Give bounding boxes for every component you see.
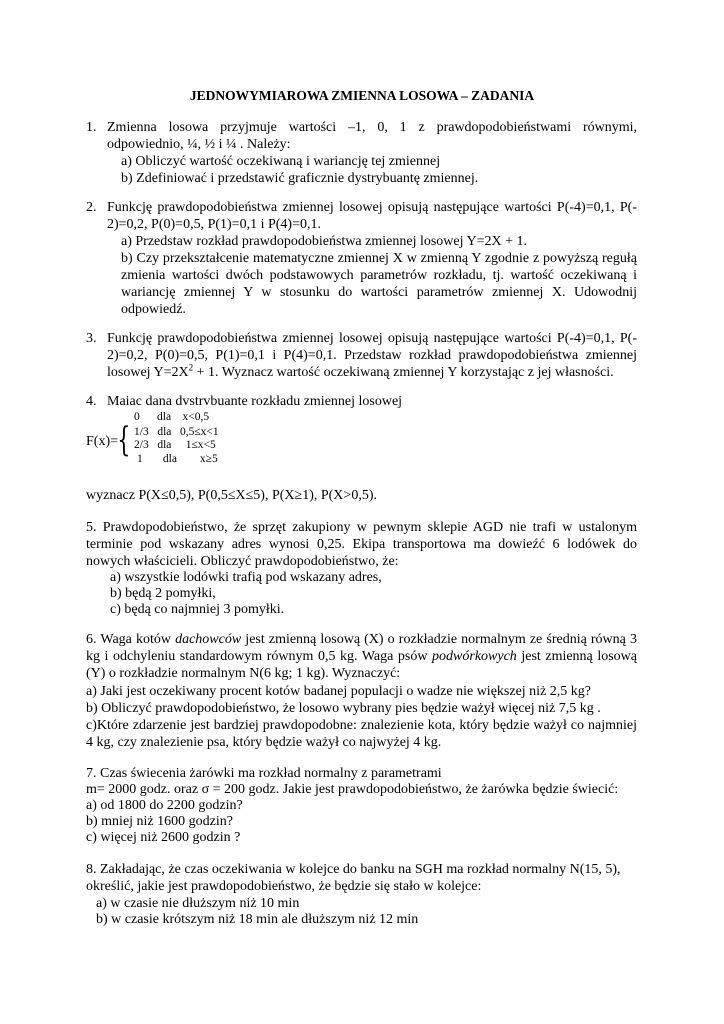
task4-line1: Maiac dana dvstrvbuante rozkładu zmiennej losowej (107, 394, 403, 409)
task1-line2: odpowiednio, ¼, ½ i ¼ . Należy: (107, 137, 291, 152)
cdf-row-4: 1 dla x≥5 (137, 453, 218, 465)
task3-line3 (107, 364, 614, 381)
task6-line3: (Y) o rozkładzie normalnym N(6 kg; 1 kg). Wyznaczyć: (86, 666, 401, 681)
task5-item-b: b) będą 2 pomyłki, (110, 586, 216, 601)
task6-item-a: a) Jaki jest oczekiwany procent kotów badanej populacji o wadze nie większej niż 2,5 kg? (86, 684, 591, 699)
task8-item-b: b) w czasie krótszym niż 18 min ale dłuższym niż 12 min (96, 912, 419, 927)
task2-item-b-line4: odpowiedź. (121, 302, 186, 317)
task1-item-a: a) Obliczyć wartość oczekiwaną i wariancję tej zmiennej (121, 154, 441, 169)
task2-number: 2. (86, 200, 97, 215)
task7-item-b: b) mniej niż 1600 godzin? (86, 814, 233, 829)
task2-item-a: a) Przedstaw rozkład prawdopodobieństwa zmiennej losowej Y=2X + 1. (121, 234, 527, 249)
task3-line2: 2)=0,2, P(0)=0,5, P(1)=0,1 i P(4)=0,1. Przedstaw rozkład prawdopodobieństwa zmiennej (107, 348, 637, 363)
task5-line1: 5. Prawdopodobieństwo, że sprzęt zakupiony w pewnym sklepie AGD nie trafi w ustalonym (86, 520, 637, 535)
task6-item-c-line1: c)Które zdarzenie jest bardziej prawdopodobne: znalezienie kota, który będzie ważył co najmniej (86, 718, 637, 733)
task6-item-b: b) Obliczyć prawdopodobieństwo, że losowo wybrany pies będzie ważył więcej niż 7,5 kg . (86, 701, 601, 716)
task6-line1 (86, 631, 637, 648)
task4-question: wyznacz P(X≤0,5), P(0,5≤X≤5), P(X≥1), P(X>0,5). (86, 488, 377, 503)
task6-line2-start: kg i odchyleniu standardowym równym 0,5 kg. Waga psów (86, 649, 433, 664)
task5-item-a: a) wszystkie lodówki trafią pod wskazany adres, (110, 570, 382, 585)
task2-line1: Funkcję prawdopodobieństwa zmiennej losowej opisują następujące wartości P(-4)=0,1, P(- (107, 200, 637, 215)
task3-line3-end: + 1. Wyznacz wartość oczekiwaną zmiennej Y korzystając z jej własności. (193, 365, 614, 380)
task2-line2: 2)=0,2, P(0)=0,5, P(1)=0,1 i P(4)=0,1. (107, 217, 321, 232)
task6-line1-start: 6. Waga kotów (86, 632, 176, 647)
task2-item-b-line3: wariancję zmiennej Y w stosunku do wartości parametrów zmiennej X. Udowodnij (121, 285, 637, 300)
task5-line2: terminie pod wskazany adres wynosi 0,25. Ekipa transportowa ma dowieźć 6 lodówek do (86, 537, 637, 552)
cdf-row-2: 1/3 dla 0,5≤x<1 (134, 426, 219, 438)
cdf-row-1: 0 dla x<0,5 (134, 411, 210, 423)
task6-line2 (86, 648, 637, 665)
task7-line1: 7. Czas świecenia żarówki ma rozkład normalny z parametrami (86, 766, 442, 781)
task5-line3: nowych właścicieli. Obliczyć prawdopodobieństwo, że: (86, 554, 399, 569)
task6-item-c-line2: 4 kg, czy znalezienie psa, który będzie ważył co najwyżej 4 kg. (86, 735, 442, 750)
task2-item-b-line2: zmienia wartości dwóch podstawowych parametrów rozkładu, tj. wartość oczekiwaną i (121, 268, 637, 283)
task2-item-b-line1: b) Czy przekształcenie matematyczne zmiennej X w zmienną Y zgodnie z powyższą regułą (121, 251, 637, 266)
task7-item-a: a) od 1800 do 2200 godzin? (86, 798, 243, 813)
task4-number: 4. (86, 394, 97, 409)
task3-number: 3. (86, 331, 97, 346)
task8-item-a: a) w czasie nie dłuższym niż 10 min (96, 896, 300, 911)
task1-line1: Zmienna losowa przyjmuje wartości –1, 0, 1 z prawdopodobieństwami równymi, (107, 120, 637, 135)
task6-line1-italic: dachowców (175, 632, 242, 647)
document-title: JEDNOWYMIAROWA ZMIENNA LOSOWA – ZADANIA (189, 88, 535, 103)
cdf-row-3: 2/3 dla 1≤x<5 (134, 439, 216, 451)
task3-exponent: 2 (188, 362, 194, 373)
task1-item-b: b) Zdefiniować i przedstawić graficznie dystrybuantę zmiennej. (121, 171, 479, 186)
task6-line1-end: jest zmienną losową (X) o rozkładzie normalnym ze średnią równą 3 (241, 632, 637, 647)
task5-item-c: c) będą co najmniej 3 pomyłki. (110, 602, 285, 617)
task8-line1: 8. Zakładając, że czas oczekiwania w kolejce do banku na SGH ma rozkład normalny N(15, 5), (86, 862, 621, 877)
task3-line3-start: losowej Y=2X (107, 365, 189, 380)
cdf-brace: { (117, 420, 131, 460)
task3-line1: Funkcję prawdopodobieństwa zmiennej losowej opisują następujące wartości P(-4)=0,1, P(- (107, 331, 637, 346)
cdf-label: F(x)= (86, 434, 119, 449)
task8-line2: określić, jakie jest prawdopodobieństwo, że będzie się stało w kolejce: (86, 879, 482, 894)
task6-line2-italic: podwórkowych (432, 649, 517, 664)
task7-line2: m= 2000 godz. oraz σ = 200 godz. Jakie jest prawdopodobieństwo, że żarówka będzie świecić: (86, 782, 619, 797)
task1-number: 1. (86, 120, 97, 135)
task6-line2-end: jest zmienną losową (516, 649, 637, 664)
task7-item-c: c) więcej niż 2600 godzin ? (86, 830, 241, 845)
